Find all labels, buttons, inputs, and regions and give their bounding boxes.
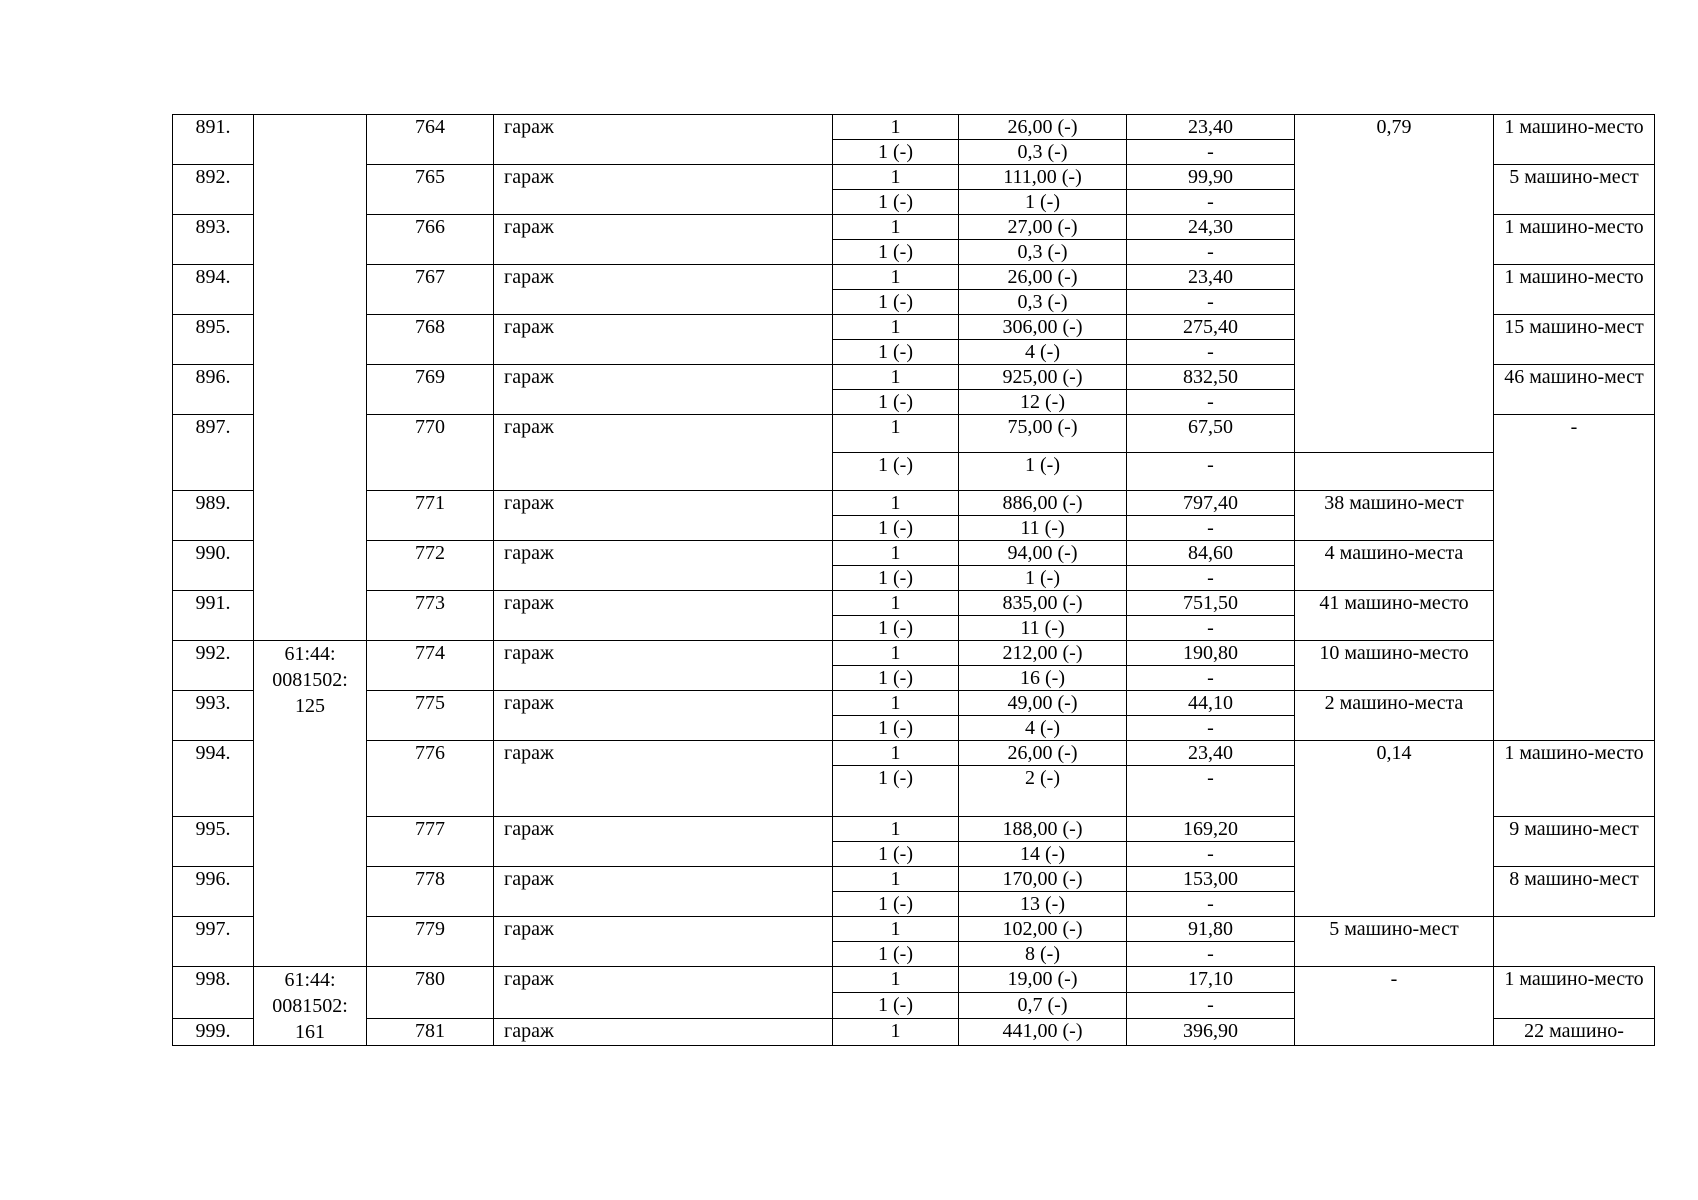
- object-name: гараж: [494, 1018, 833, 1045]
- area: 2 (-): [959, 766, 1127, 817]
- object-name: гараж: [494, 541, 833, 591]
- quantity: 1: [833, 741, 959, 766]
- value: 67,50: [1127, 415, 1295, 453]
- ratio: -: [1494, 415, 1655, 741]
- value: 23,40: [1127, 741, 1295, 766]
- value: 190,80: [1127, 641, 1295, 666]
- value: -: [1127, 453, 1295, 491]
- quantity: 1: [833, 1018, 959, 1045]
- table-row: [173, 917, 1655, 942]
- table-row: [173, 641, 1655, 666]
- row-number: 990.: [173, 541, 254, 591]
- object-name: гараж: [494, 365, 833, 415]
- row-number: 895.: [173, 315, 254, 365]
- parking-spaces: 5 машино-мест: [1494, 165, 1655, 215]
- value: -: [1127, 842, 1295, 867]
- row-number: 892.: [173, 165, 254, 215]
- quantity: 1: [833, 691, 959, 716]
- area: 0,3 (-): [959, 290, 1127, 315]
- parking-spaces: 38 машино-мест: [1295, 491, 1494, 541]
- area: 4 (-): [959, 716, 1127, 741]
- area: 1 (-): [959, 453, 1127, 491]
- object-id: 776: [367, 741, 494, 817]
- object-name: гараж: [494, 165, 833, 215]
- object-name: гараж: [494, 867, 833, 917]
- area: 306,00 (-): [959, 315, 1127, 340]
- quantity: 1: [833, 917, 959, 942]
- object-id: 769: [367, 365, 494, 415]
- area: 8 (-): [959, 942, 1127, 967]
- value: 153,00: [1127, 867, 1295, 892]
- area: 441,00 (-): [959, 1018, 1127, 1045]
- parking-spaces: 10 машино-место: [1295, 641, 1494, 691]
- area: 27,00 (-): [959, 215, 1127, 240]
- area: 13 (-): [959, 892, 1127, 917]
- table-row: [173, 115, 1655, 140]
- quantity: 1: [833, 591, 959, 616]
- value: 275,40: [1127, 315, 1295, 340]
- area: 111,00 (-): [959, 165, 1127, 190]
- value: -: [1127, 340, 1295, 365]
- object-name: гараж: [494, 967, 833, 1019]
- table-row: [173, 591, 1655, 616]
- value: 797,40: [1127, 491, 1295, 516]
- quantity: 1: [833, 365, 959, 390]
- value: 751,50: [1127, 591, 1295, 616]
- quantity: 1 (-): [833, 390, 959, 415]
- area: 925,00 (-): [959, 365, 1127, 390]
- area: 170,00 (-): [959, 867, 1127, 892]
- cadastral-number: 61:44: 0081502: 125: [254, 641, 367, 967]
- ratio: 0,14: [1295, 741, 1494, 917]
- parking-spaces: 5 машино-мест: [1295, 917, 1494, 967]
- object-id: 779: [367, 917, 494, 967]
- area: 26,00 (-): [959, 115, 1127, 140]
- area: 102,00 (-): [959, 917, 1127, 942]
- cadastral-number: 61:44: 0081502: 161: [254, 967, 367, 1046]
- object-id: 777: [367, 817, 494, 867]
- row-number: 999.: [173, 1018, 254, 1045]
- object-id: 781: [367, 1018, 494, 1045]
- parking-spaces: 1 машино-место: [1494, 115, 1655, 165]
- quantity: 1: [833, 215, 959, 240]
- parking-spaces: 8 машино-мест: [1494, 867, 1655, 917]
- value: -: [1127, 942, 1295, 967]
- object-id: 766: [367, 215, 494, 265]
- quantity: 1 (-): [833, 992, 959, 1018]
- object-id: 775: [367, 691, 494, 741]
- quantity: 1 (-): [833, 340, 959, 365]
- value: -: [1127, 140, 1295, 165]
- area: 188,00 (-): [959, 817, 1127, 842]
- value: 23,40: [1127, 115, 1295, 140]
- parking-spaces: 1 машино-место: [1494, 265, 1655, 315]
- object-id: 774: [367, 641, 494, 691]
- area: 11 (-): [959, 616, 1127, 641]
- quantity: 1: [833, 265, 959, 290]
- table-row: [173, 491, 1655, 516]
- ratio: 0,79: [1295, 115, 1494, 453]
- quantity: 1 (-): [833, 716, 959, 741]
- value: 17,10: [1127, 967, 1295, 993]
- quantity: 1: [833, 817, 959, 842]
- area: 0,7 (-): [959, 992, 1127, 1018]
- value: -: [1127, 240, 1295, 265]
- object-name: гараж: [494, 265, 833, 315]
- area: 0,3 (-): [959, 140, 1127, 165]
- table-row: [173, 741, 1655, 766]
- row-number: 998.: [173, 967, 254, 1019]
- row-number: 891.: [173, 115, 254, 165]
- area: 14 (-): [959, 842, 1127, 867]
- row-number: 995.: [173, 817, 254, 867]
- value: 396,90: [1127, 1018, 1295, 1045]
- row-number: 897.: [173, 415, 254, 491]
- quantity: 1: [833, 967, 959, 993]
- object-name: гараж: [494, 917, 833, 967]
- value: 99,90: [1127, 165, 1295, 190]
- value: -: [1127, 390, 1295, 415]
- object-id: 772: [367, 541, 494, 591]
- parking-spaces: 4 машино-места: [1295, 541, 1494, 591]
- area: 49,00 (-): [959, 691, 1127, 716]
- object-id: 771: [367, 491, 494, 541]
- table-body: [173, 115, 1655, 1046]
- row-number: 996.: [173, 867, 254, 917]
- parking-spaces: 2 машино-места: [1295, 691, 1494, 741]
- quantity: 1 (-): [833, 516, 959, 541]
- area: 26,00 (-): [959, 741, 1127, 766]
- area: 835,00 (-): [959, 591, 1127, 616]
- object-id: 773: [367, 591, 494, 641]
- area: 26,00 (-): [959, 265, 1127, 290]
- value: -: [1127, 190, 1295, 215]
- quantity: 1 (-): [833, 140, 959, 165]
- area: 16 (-): [959, 666, 1127, 691]
- value: -: [1127, 992, 1295, 1018]
- row-number: 991.: [173, 591, 254, 641]
- garage-table: [172, 114, 1655, 1046]
- area: 11 (-): [959, 516, 1127, 541]
- parking-spaces: 22 машино-: [1494, 1018, 1655, 1045]
- area: 75,00 (-): [959, 415, 1127, 453]
- value: -: [1127, 892, 1295, 917]
- object-name: гараж: [494, 691, 833, 741]
- ratio: -: [1295, 967, 1494, 1046]
- row-number: 994.: [173, 741, 254, 817]
- area: 212,00 (-): [959, 641, 1127, 666]
- quantity: 1: [833, 315, 959, 340]
- object-name: гараж: [494, 491, 833, 541]
- quantity: 1: [833, 165, 959, 190]
- parking-spaces: 1 машино-место: [1494, 741, 1655, 817]
- parking-spaces: 1 машино-место: [1494, 967, 1655, 1019]
- parking-spaces: 41 машино-место: [1295, 591, 1494, 641]
- value: 169,20: [1127, 817, 1295, 842]
- object-name: гараж: [494, 641, 833, 691]
- value: -: [1127, 616, 1295, 641]
- object-name: гараж: [494, 115, 833, 165]
- value: -: [1127, 766, 1295, 817]
- row-number: 993.: [173, 691, 254, 741]
- quantity: 1 (-): [833, 766, 959, 817]
- area: 1 (-): [959, 566, 1127, 591]
- object-id: 768: [367, 315, 494, 365]
- object-id: 770: [367, 415, 494, 491]
- quantity: 1 (-): [833, 240, 959, 265]
- value: 91,80: [1127, 917, 1295, 942]
- value: 44,10: [1127, 691, 1295, 716]
- object-id: 767: [367, 265, 494, 315]
- row-number: 893.: [173, 215, 254, 265]
- object-name: гараж: [494, 817, 833, 867]
- area: 886,00 (-): [959, 491, 1127, 516]
- object-name: гараж: [494, 415, 833, 491]
- quantity: 1 (-): [833, 892, 959, 917]
- quantity: 1: [833, 641, 959, 666]
- area: 1 (-): [959, 190, 1127, 215]
- quantity: 1 (-): [833, 666, 959, 691]
- value: -: [1127, 566, 1295, 591]
- object-id: 765: [367, 165, 494, 215]
- object-name: гараж: [494, 315, 833, 365]
- row-number: 992.: [173, 641, 254, 691]
- value: -: [1127, 716, 1295, 741]
- quantity: 1: [833, 491, 959, 516]
- value: 24,30: [1127, 215, 1295, 240]
- cadastral-number: [254, 115, 367, 641]
- quantity: 1 (-): [833, 942, 959, 967]
- area: 19,00 (-): [959, 967, 1127, 993]
- object-id: 780: [367, 967, 494, 1019]
- table-row: [173, 967, 1655, 993]
- quantity: 1 (-): [833, 616, 959, 641]
- row-number: 894.: [173, 265, 254, 315]
- value: -: [1127, 666, 1295, 691]
- value: 84,60: [1127, 541, 1295, 566]
- quantity: 1: [833, 541, 959, 566]
- quantity: 1: [833, 115, 959, 140]
- quantity: 1 (-): [833, 290, 959, 315]
- parking-spaces: 46 машино-мест: [1494, 365, 1655, 415]
- quantity: 1: [833, 415, 959, 453]
- row-number: 896.: [173, 365, 254, 415]
- area: 12 (-): [959, 390, 1127, 415]
- parking-spaces: 9 машино-мест: [1494, 817, 1655, 867]
- parking-spaces: 1 машино-место: [1494, 215, 1655, 265]
- area: 4 (-): [959, 340, 1127, 365]
- object-name: гараж: [494, 591, 833, 641]
- area: 0,3 (-): [959, 240, 1127, 265]
- parking-spaces: 15 машино-мест: [1494, 315, 1655, 365]
- object-name: гараж: [494, 215, 833, 265]
- object-id: 778: [367, 867, 494, 917]
- quantity: 1 (-): [833, 566, 959, 591]
- quantity: 1 (-): [833, 842, 959, 867]
- object-name: гараж: [494, 741, 833, 817]
- quantity: 1 (-): [833, 190, 959, 215]
- table-row: [173, 541, 1655, 566]
- value: 832,50: [1127, 365, 1295, 390]
- row-number: 997.: [173, 917, 254, 967]
- value: -: [1127, 290, 1295, 315]
- object-id: 764: [367, 115, 494, 165]
- row-number: 989.: [173, 491, 254, 541]
- quantity: 1 (-): [833, 453, 959, 491]
- quantity: 1: [833, 867, 959, 892]
- area: 94,00 (-): [959, 541, 1127, 566]
- value: 23,40: [1127, 265, 1295, 290]
- value: -: [1127, 516, 1295, 541]
- table-row: [173, 691, 1655, 716]
